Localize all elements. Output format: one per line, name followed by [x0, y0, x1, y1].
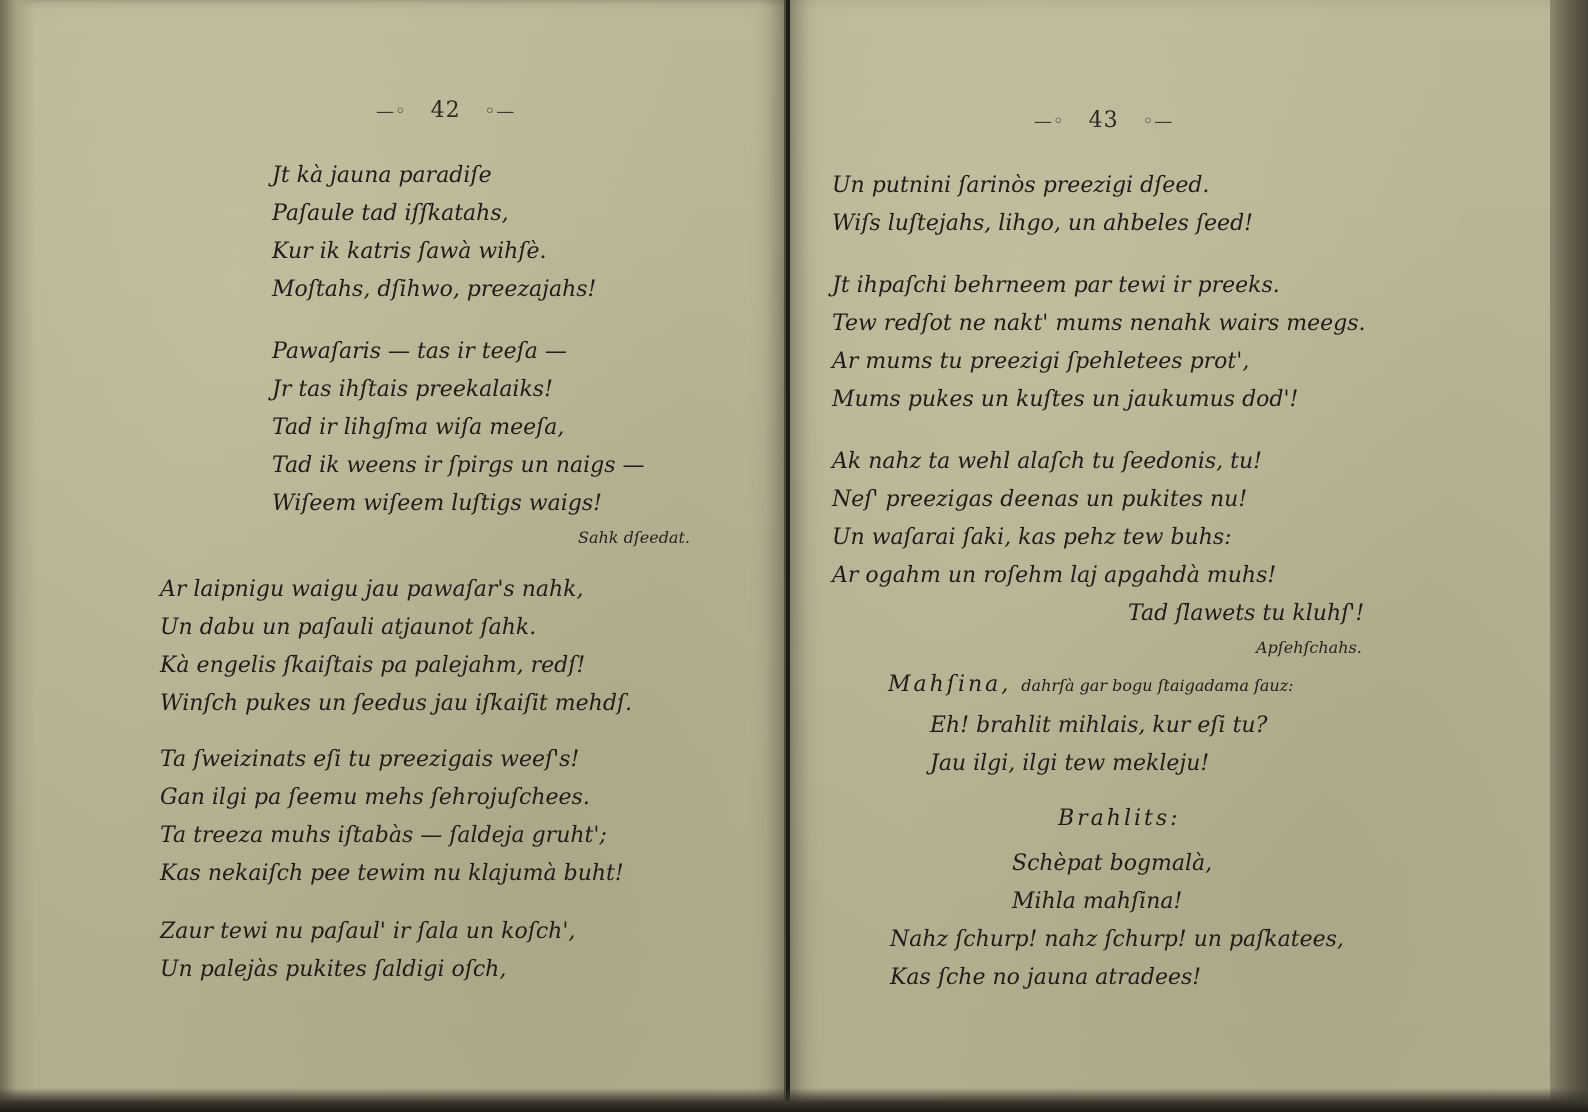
verse-line: Zaur tewi nu paſaul' ir ſala un koſch',	[160, 919, 576, 944]
verse-line: Mums pukes un kuſtes un jaukumus dod'!	[832, 387, 1299, 412]
verse-line: Ar ogahm un roſehm laj apgahdà muhs!	[832, 563, 1277, 588]
speaker-name: Mahſina,	[888, 672, 1012, 697]
right-page	[790, 0, 1550, 1112]
folio-ornament-left: —◦	[1034, 111, 1065, 132]
verse-line: Un waſarai ſaki, kas pehz tew buhs:	[832, 525, 1232, 550]
verse-line: Tad ſlawets tu kluhſ'!	[1128, 601, 1365, 626]
verse-line: Tad ik weens ir ſpirgs un naigs —	[272, 453, 645, 478]
verse-line: Eh! brahlit mihlais, kur eſi tu?	[930, 713, 1268, 738]
verse-line: Kà engelis ſkaiſtais pa palejahm, redſ!	[160, 653, 586, 678]
verse-line: Kas ſche no jauna atradees!	[890, 965, 1202, 990]
verse-line: Un palejàs pukites ſaldigi oſch,	[160, 957, 507, 982]
page-number-43	[1034, 108, 1173, 133]
verse-line: Un putnini ſarinòs preezigi dſeed.	[832, 173, 1210, 198]
folio-ornament-right: ◦—	[1142, 111, 1174, 132]
verse-line: Jt kà jauna paradiſe	[272, 163, 492, 188]
book-fore-edge	[1550, 0, 1588, 1112]
page-number-42	[376, 98, 515, 123]
verse-line: Wiſs luſtejahs, lihgo, un ahbeles ſeed!	[832, 211, 1253, 236]
left-page-binding-shadow	[0, 0, 36, 1112]
verse-line: Ak nahz ta wehl alaſch tu ſeedonis, tu!	[832, 449, 1262, 474]
speaker-stage-direction: dahrſà gar bogu ſtaigadama ſauz:	[1021, 676, 1294, 695]
verse-line: Winſch pukes un ſeedus jau iſkaiſit mehdſ.	[160, 691, 633, 716]
folio-ornament-right: ◦—	[484, 101, 516, 122]
page-number-text: 42	[430, 98, 461, 123]
verse-line: Kas nekaiſch pee tewim nu klajumà buht!	[160, 861, 624, 886]
folio-ornament-left: —◦	[376, 101, 407, 122]
verse-line: Nahz ſchurp! nahz ſchurp! un paſkatees,	[890, 927, 1344, 952]
verse-line: Wiſeem wiſeem luſtigs waigs!	[272, 491, 602, 516]
verse-line: Gan ilgi pa ſeemu mehs ſehrojuſchees.	[160, 785, 590, 810]
page-number-text: 43	[1088, 108, 1119, 133]
verse-line: Jr tas ihſtais preekalaiks!	[272, 377, 553, 402]
verse-line: Ar mums tu preezigi ſpehletees prot',	[832, 349, 1250, 374]
verse-line: Ta ſweizinats eſi tu preezigais weeſ's!	[160, 747, 580, 772]
speaker-brahlits: Brahlits:	[1058, 806, 1181, 831]
speaker-mahsina	[888, 672, 1294, 697]
verse-line: Schèpat bogmalà,	[1012, 851, 1213, 876]
verse-line: Ta treeza muhs iſtabàs — ſaldeja gruht';	[160, 823, 607, 848]
verse-line: Pawaſaris — tas ir teeſa —	[272, 339, 567, 364]
verse-line: Neſ' preezigas deenas un pukites nu!	[832, 487, 1248, 512]
verse-line: Ar laipnigu waigu jau pawaſar's nahk,	[160, 577, 584, 602]
verse-line: Paſaule tad iſſkatahs,	[272, 201, 509, 226]
verse-line: Moſtahs, dſihwo, preezajahs!	[272, 277, 597, 302]
verse-line: Tew redſot ne nakt' mums nenahk wairs meegs.	[832, 311, 1366, 336]
left-page	[0, 0, 786, 1112]
verse-line: Un dabu un paſauli atjaunot ſahk.	[160, 615, 537, 640]
verse-line: Tad ir lihgſma wiſa meeſa,	[272, 415, 565, 440]
stage-direction: Apſehſchahs.	[1256, 638, 1362, 657]
book-bottom-edge	[0, 1088, 1588, 1112]
verse-line: Jau ilgi, ilgi tew mekleju!	[930, 751, 1210, 776]
stage-direction: Sahk dſeedat.	[578, 528, 690, 547]
verse-line: Jt ihpaſchi behrneem par tewi ir preeks.	[832, 273, 1280, 298]
verse-line: Kur ik katris ſawà wihſè.	[272, 239, 547, 264]
verse-line: Mihla mahſina!	[1012, 889, 1183, 914]
